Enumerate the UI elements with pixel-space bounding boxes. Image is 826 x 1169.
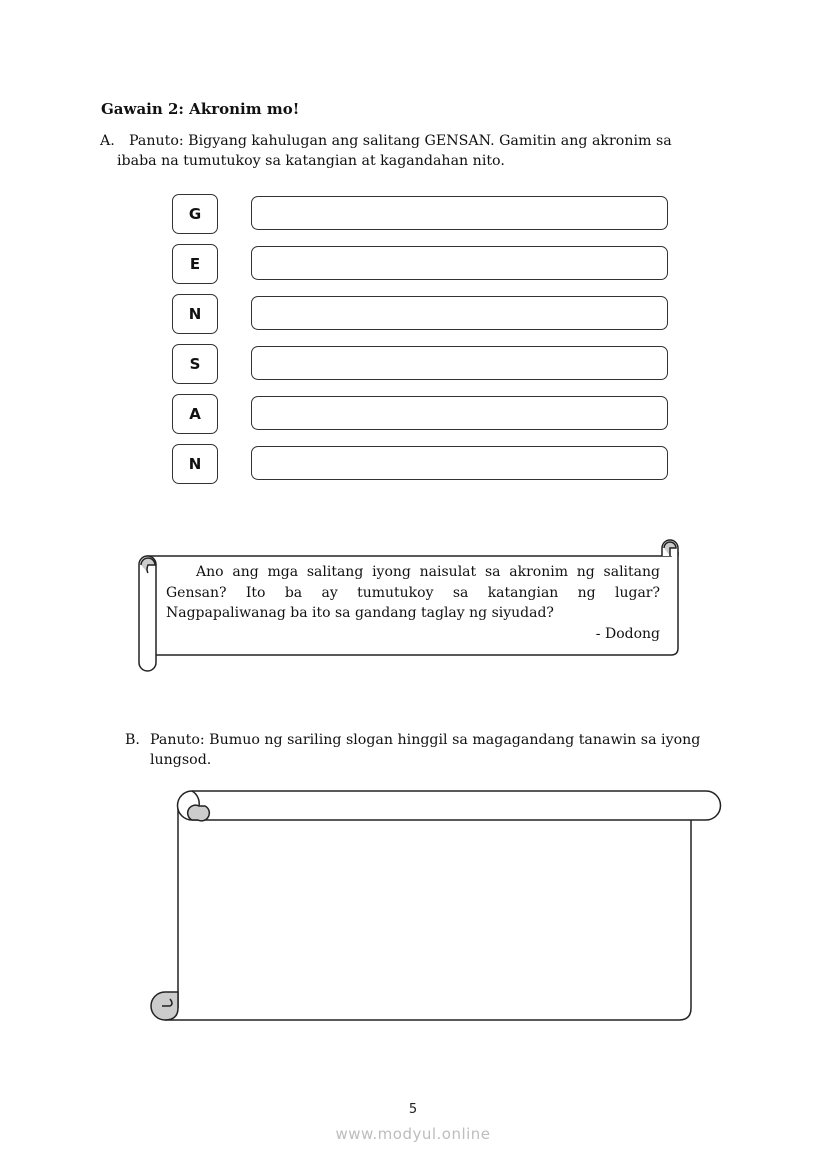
part-b-instruction [125, 730, 727, 770]
acronym-letter-box: E [172, 244, 218, 284]
acronym-letter-box: A [172, 394, 218, 434]
page-number: 5 [408, 1102, 418, 1117]
acronym-letter-box: N [172, 444, 218, 484]
acronym-letter-box: S [172, 344, 218, 384]
quote-text: Ano ang mga salitang iyong naisulat sa akronim ng salitang Gensan? Ito ba ay tumutukoy sa katangian ng lugar? Nagpapaliwanag ba ito sa gandang taglay ng siyudad? [166, 564, 660, 621]
part-a-instruction-line2: ibaba na tumutukoy sa katangian at kagandahan nito. [117, 153, 505, 169]
acronym-letter-box: G [172, 194, 218, 234]
watermark: www.modyul.online [335, 1125, 491, 1143]
quote-signature: - Dodong [595, 625, 660, 642]
scroll-quote [166, 562, 660, 644]
activity-title: Gawain 2: Akronim mo! [101, 100, 300, 118]
part-b-instruction-line2: lungsod. [150, 752, 212, 768]
part-b-label: B. [125, 732, 140, 748]
part-a-label: A. [100, 133, 115, 149]
slogan-answer-area[interactable] [185, 828, 683, 988]
part-a-instruction-line1: Panuto: Bigyang kahulugan ang salitang GENSAN. Gamitin ang akronim sa [129, 133, 672, 149]
acronym-letter-box: N [172, 294, 218, 334]
part-b-instruction-line1: Panuto: Bumuo ng sariling slogan hinggil sa magagandang tanawin sa iyong [150, 732, 701, 748]
